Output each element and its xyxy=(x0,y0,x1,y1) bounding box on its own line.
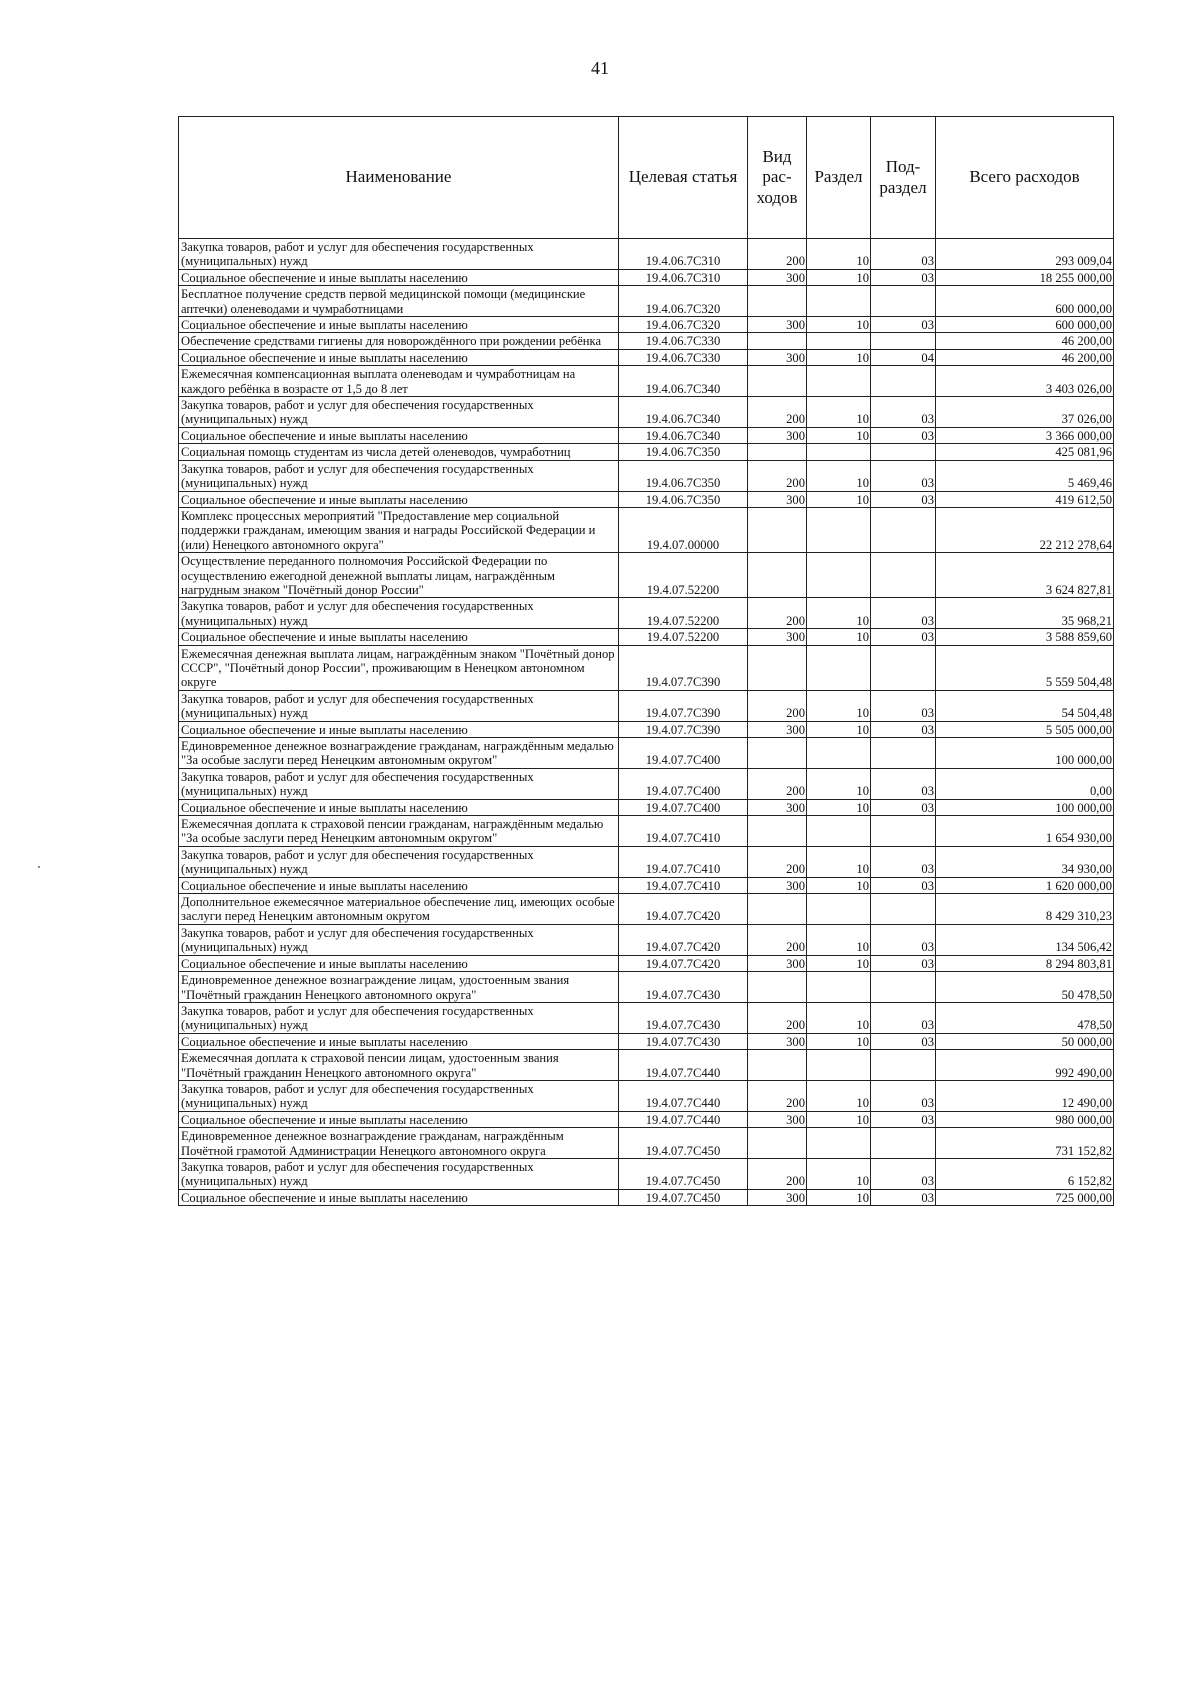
row-name: Закупка товаров, работ и услуг для обеспечения государственных (муниципальных) нужд xyxy=(179,239,619,270)
row-section: 10 xyxy=(807,349,871,365)
row-subsection: 04 xyxy=(871,349,936,365)
row-subsection xyxy=(871,333,936,349)
row-target-article: 19.4.06.7С320 xyxy=(619,317,748,333)
row-total: 600 000,00 xyxy=(936,286,1114,317)
row-target-article: 19.4.07.7С440 xyxy=(619,1050,748,1081)
table-row xyxy=(179,444,1114,460)
row-name: Закупка товаров, работ и услуг для обеспечения государственных (муниципальных) нужд xyxy=(179,1002,619,1033)
row-target-article: 19.4.07.7С400 xyxy=(619,738,748,769)
table-row xyxy=(179,1111,1114,1127)
row-target-article: 19.4.06.7С330 xyxy=(619,349,748,365)
row-expense-type xyxy=(748,738,807,769)
row-subsection xyxy=(871,366,936,397)
row-name: Закупка товаров, работ и услуг для обеспечения государственных (муниципальных) нужд xyxy=(179,924,619,955)
row-name: Социальное обеспечение и иные выплаты населению xyxy=(179,955,619,971)
row-target-article: 19.4.07.52200 xyxy=(619,629,748,645)
row-section: 10 xyxy=(807,1189,871,1205)
row-expense-type: 200 xyxy=(748,460,807,491)
row-total: 992 490,00 xyxy=(936,1050,1114,1081)
row-expense-type: 300 xyxy=(748,317,807,333)
row-name: Закупка товаров, работ и услуг для обеспечения государственных (муниципальных) нужд xyxy=(179,598,619,629)
row-total: 46 200,00 xyxy=(936,349,1114,365)
row-target-article: 19.4.07.7С450 xyxy=(619,1189,748,1205)
row-expense-type: 200 xyxy=(748,768,807,799)
row-expense-type: 200 xyxy=(748,1158,807,1189)
row-section: 10 xyxy=(807,1080,871,1111)
row-expense-type xyxy=(748,816,807,847)
row-subsection: 03 xyxy=(871,877,936,893)
row-section: 10 xyxy=(807,397,871,428)
row-name: Социальное обеспечение и иные выплаты населению xyxy=(179,1111,619,1127)
row-total: 54 504,48 xyxy=(936,690,1114,721)
row-total: 50 478,50 xyxy=(936,972,1114,1003)
header-total: Всего расходов xyxy=(936,117,1114,239)
row-section: 10 xyxy=(807,460,871,491)
row-total: 5 505 000,00 xyxy=(936,721,1114,737)
row-expense-type xyxy=(748,333,807,349)
table-row xyxy=(179,1002,1114,1033)
row-total: 3 403 026,00 xyxy=(936,366,1114,397)
row-subsection: 03 xyxy=(871,629,936,645)
table-row xyxy=(179,333,1114,349)
row-target-article: 19.4.07.7С400 xyxy=(619,768,748,799)
row-total: 293 009,04 xyxy=(936,239,1114,270)
row-subsection: 03 xyxy=(871,269,936,285)
table-row xyxy=(179,877,1114,893)
row-target-article: 19.4.06.7С340 xyxy=(619,366,748,397)
row-total: 134 506,42 xyxy=(936,924,1114,955)
row-target-article: 19.4.07.7С450 xyxy=(619,1128,748,1159)
row-section: 10 xyxy=(807,721,871,737)
row-subsection: 03 xyxy=(871,768,936,799)
row-name: Ежемесячная денежная выплата лицам, награждённым знаком "Почётный донор СССР", "Почётный донор России", проживающим в Ненецком автономном округе xyxy=(179,645,619,690)
row-target-article: 19.4.07.7С420 xyxy=(619,894,748,925)
row-name: Единовременное денежное вознаграждение лицам, удостоенным звания "Почётный гражданин Ненецкого автономного округа" xyxy=(179,972,619,1003)
row-subsection: 03 xyxy=(871,317,936,333)
row-target-article: 19.4.06.7С350 xyxy=(619,491,748,507)
row-target-article: 19.4.07.7С440 xyxy=(619,1080,748,1111)
row-total: 18 255 000,00 xyxy=(936,269,1114,285)
row-name: Закупка товаров, работ и услуг для обеспечения государственных (муниципальных) нужд xyxy=(179,846,619,877)
row-expense-type xyxy=(748,366,807,397)
table-row xyxy=(179,1033,1114,1049)
table-row xyxy=(179,1158,1114,1189)
row-target-article: 19.4.07.7С390 xyxy=(619,645,748,690)
row-name: Единовременное денежное вознаграждение гражданам, награждённым Почётной грамотой Администрации Ненецкого автономного округа xyxy=(179,1128,619,1159)
row-section xyxy=(807,286,871,317)
row-total: 1 620 000,00 xyxy=(936,877,1114,893)
row-name: Социальное обеспечение и иные выплаты населению xyxy=(179,491,619,507)
row-target-article: 19.4.06.7С310 xyxy=(619,239,748,270)
table-row xyxy=(179,924,1114,955)
table-row xyxy=(179,397,1114,428)
row-section xyxy=(807,366,871,397)
row-name: Социальное обеспечение и иные выплаты населению xyxy=(179,1189,619,1205)
row-subsection: 03 xyxy=(871,460,936,491)
row-target-article: 19.4.07.7С420 xyxy=(619,924,748,955)
row-section xyxy=(807,1128,871,1159)
row-target-article: 19.4.07.7С410 xyxy=(619,877,748,893)
row-subsection: 03 xyxy=(871,1158,936,1189)
row-subsection: 03 xyxy=(871,397,936,428)
row-target-article: 19.4.06.7С340 xyxy=(619,427,748,443)
row-expense-type: 300 xyxy=(748,721,807,737)
row-name: Закупка товаров, работ и услуг для обеспечения государственных (муниципальных) нужд xyxy=(179,1158,619,1189)
row-target-article: 19.4.06.7С350 xyxy=(619,460,748,491)
row-section xyxy=(807,507,871,552)
row-total: 419 612,50 xyxy=(936,491,1114,507)
row-target-article: 19.4.07.7С420 xyxy=(619,955,748,971)
row-total: 100 000,00 xyxy=(936,738,1114,769)
row-target-article: 19.4.06.7С320 xyxy=(619,286,748,317)
table-row xyxy=(179,894,1114,925)
table-row xyxy=(179,1080,1114,1111)
row-name: Ежемесячная компенсационная выплата оленеводам и чумработницам на каждого ребёнка в возрасте от 1,5 до 8 лет xyxy=(179,366,619,397)
table-row xyxy=(179,427,1114,443)
row-expense-type: 300 xyxy=(748,955,807,971)
row-expense-type: 200 xyxy=(748,846,807,877)
row-total: 8 429 310,23 xyxy=(936,894,1114,925)
row-target-article: 19.4.07.7С400 xyxy=(619,799,748,815)
row-subsection xyxy=(871,1050,936,1081)
row-section: 10 xyxy=(807,924,871,955)
page-number: 41 xyxy=(591,58,609,78)
row-total: 37 026,00 xyxy=(936,397,1114,428)
row-section xyxy=(807,816,871,847)
row-subsection: 03 xyxy=(871,1189,936,1205)
header-target-article: Целевая статья xyxy=(619,117,748,239)
row-section: 10 xyxy=(807,768,871,799)
table-row xyxy=(179,955,1114,971)
table-row xyxy=(179,816,1114,847)
row-section xyxy=(807,738,871,769)
row-section: 10 xyxy=(807,491,871,507)
row-subsection xyxy=(871,738,936,769)
row-subsection xyxy=(871,444,936,460)
row-name: Закупка товаров, работ и услуг для обеспечения государственных (муниципальных) нужд xyxy=(179,690,619,721)
table-row xyxy=(179,286,1114,317)
row-name: Социальное обеспечение и иные выплаты населению xyxy=(179,269,619,285)
row-target-article: 19.4.06.7С310 xyxy=(619,269,748,285)
table-row xyxy=(179,317,1114,333)
row-expense-type: 200 xyxy=(748,598,807,629)
table-row xyxy=(179,598,1114,629)
row-total: 731 152,82 xyxy=(936,1128,1114,1159)
row-expense-type xyxy=(748,894,807,925)
row-target-article: 19.4.07.7С410 xyxy=(619,816,748,847)
row-section: 10 xyxy=(807,317,871,333)
row-expense-type xyxy=(748,286,807,317)
row-target-article: 19.4.06.7С340 xyxy=(619,397,748,428)
table-row xyxy=(179,629,1114,645)
row-name: Закупка товаров, работ и услуг для обеспечения государственных (муниципальных) нужд xyxy=(179,460,619,491)
table-header-row xyxy=(179,117,1114,239)
row-name: Закупка товаров, работ и услуг для обеспечения государственных (муниципальных) нужд xyxy=(179,1080,619,1111)
row-subsection xyxy=(871,645,936,690)
row-section: 10 xyxy=(807,427,871,443)
row-expense-type: 300 xyxy=(748,349,807,365)
row-section: 10 xyxy=(807,269,871,285)
table-row xyxy=(179,645,1114,690)
row-section: 10 xyxy=(807,239,871,270)
row-expense-type: 300 xyxy=(748,877,807,893)
row-expense-type xyxy=(748,1128,807,1159)
row-name: Социальное обеспечение и иные выплаты населению xyxy=(179,877,619,893)
row-subsection: 03 xyxy=(871,1080,936,1111)
row-expense-type: 300 xyxy=(748,1189,807,1205)
row-subsection: 03 xyxy=(871,1002,936,1033)
row-subsection: 03 xyxy=(871,598,936,629)
row-subsection: 03 xyxy=(871,799,936,815)
row-section: 10 xyxy=(807,955,871,971)
row-section: 10 xyxy=(807,799,871,815)
table-row xyxy=(179,768,1114,799)
table-row xyxy=(179,553,1114,598)
row-name: Социальное обеспечение и иные выплаты населению xyxy=(179,317,619,333)
row-total: 35 968,21 xyxy=(936,598,1114,629)
row-total: 980 000,00 xyxy=(936,1111,1114,1127)
row-subsection: 03 xyxy=(871,690,936,721)
row-expense-type xyxy=(748,444,807,460)
row-target-article: 19.4.07.00000 xyxy=(619,507,748,552)
row-subsection: 03 xyxy=(871,491,936,507)
row-total: 600 000,00 xyxy=(936,317,1114,333)
row-total: 3 366 000,00 xyxy=(936,427,1114,443)
row-subsection: 03 xyxy=(871,721,936,737)
row-name: Социальная помощь студентам из числа детей оленеводов, чумработниц xyxy=(179,444,619,460)
table-row xyxy=(179,460,1114,491)
row-total: 12 490,00 xyxy=(936,1080,1114,1111)
row-name: Закупка товаров, работ и услуг для обеспечения государственных (муниципальных) нужд xyxy=(179,768,619,799)
row-section xyxy=(807,1050,871,1081)
table-row xyxy=(179,366,1114,397)
row-section xyxy=(807,972,871,1003)
row-total: 725 000,00 xyxy=(936,1189,1114,1205)
row-name: Ежемесячная доплата к страховой пенсии гражданам, награждённым медалью "За особые заслуги перед Ненецким автономным округом" xyxy=(179,816,619,847)
row-total: 0,00 xyxy=(936,768,1114,799)
row-section: 10 xyxy=(807,598,871,629)
row-total: 3 624 827,81 xyxy=(936,553,1114,598)
row-total: 6 152,82 xyxy=(936,1158,1114,1189)
row-target-article: 19.4.07.52200 xyxy=(619,598,748,629)
row-section: 10 xyxy=(807,1033,871,1049)
row-expense-type: 300 xyxy=(748,269,807,285)
row-subsection: 03 xyxy=(871,955,936,971)
table-row xyxy=(179,491,1114,507)
row-section xyxy=(807,333,871,349)
header-name: Наименование xyxy=(179,117,619,239)
table-row xyxy=(179,799,1114,815)
row-name: Дополнительное ежемесячное материальное обеспечение лиц, имеющих особые заслуги перед Ненецким автономным округом xyxy=(179,894,619,925)
row-section xyxy=(807,645,871,690)
row-total: 5 559 504,48 xyxy=(936,645,1114,690)
header-section: Раздел xyxy=(807,117,871,239)
row-target-article: 19.4.07.7С390 xyxy=(619,690,748,721)
row-name: Обеспечение средствами гигиены для новорождённого при рождении ребёнка xyxy=(179,333,619,349)
table-row xyxy=(179,972,1114,1003)
row-subsection xyxy=(871,894,936,925)
table-row xyxy=(179,1128,1114,1159)
row-target-article: 19.4.07.7С430 xyxy=(619,972,748,1003)
row-subsection xyxy=(871,286,936,317)
table-row xyxy=(179,507,1114,552)
row-subsection: 03 xyxy=(871,846,936,877)
row-expense-type: 300 xyxy=(748,1111,807,1127)
row-total: 34 930,00 xyxy=(936,846,1114,877)
table-row xyxy=(179,1189,1114,1205)
row-name: Социальное обеспечение и иные выплаты населению xyxy=(179,799,619,815)
table-row xyxy=(179,349,1114,365)
row-expense-type xyxy=(748,507,807,552)
row-subsection: 03 xyxy=(871,924,936,955)
table-row xyxy=(179,721,1114,737)
header-expense-type: Вид рас- ходов xyxy=(748,117,807,239)
row-target-article: 19.4.07.7С430 xyxy=(619,1002,748,1033)
row-expense-type: 200 xyxy=(748,690,807,721)
row-total: 425 081,96 xyxy=(936,444,1114,460)
row-expense-type: 200 xyxy=(748,1080,807,1111)
row-section: 10 xyxy=(807,1158,871,1189)
row-name: Социальное обеспечение и иные выплаты населению xyxy=(179,349,619,365)
table-row xyxy=(179,1050,1114,1081)
row-name: Социальное обеспечение и иные выплаты населению xyxy=(179,1033,619,1049)
row-expense-type xyxy=(748,553,807,598)
row-section: 10 xyxy=(807,629,871,645)
row-name: Бесплатное получение средств первой медицинской помощи (медицинские аптечки) оленеводами и чумработницами xyxy=(179,286,619,317)
table-row xyxy=(179,846,1114,877)
row-subsection xyxy=(871,972,936,1003)
row-subsection: 03 xyxy=(871,1111,936,1127)
row-name: Ежемесячная доплата к страховой пенсии лицам, удостоенным звания "Почётный гражданин Ненецкого автономного округа" xyxy=(179,1050,619,1081)
row-target-article: 19.4.06.7С330 xyxy=(619,333,748,349)
row-target-article: 19.4.07.7С430 xyxy=(619,1033,748,1049)
row-target-article: 19.4.07.52200 xyxy=(619,553,748,598)
row-name: Социальное обеспечение и иные выплаты населению xyxy=(179,721,619,737)
row-section: 10 xyxy=(807,1111,871,1127)
row-target-article: 19.4.07.7С440 xyxy=(619,1111,748,1127)
row-section: 10 xyxy=(807,690,871,721)
row-name: Комплекс процессных мероприятий "Предоставление мер социальной поддержки гражданам, имеющим звания и награды Российской Федерации и (или) Ненецкого автономного округа" xyxy=(179,507,619,552)
row-name: Социальное обеспечение и иные выплаты населению xyxy=(179,427,619,443)
row-section: 10 xyxy=(807,1002,871,1033)
row-subsection: 03 xyxy=(871,239,936,270)
row-expense-type: 300 xyxy=(748,491,807,507)
row-target-article: 19.4.07.7С390 xyxy=(619,721,748,737)
row-name: Единовременное денежное вознаграждение гражданам, награждённым медалью "За особые заслуги перед Ненецким автономным округом" xyxy=(179,738,619,769)
row-subsection xyxy=(871,553,936,598)
row-total: 478,50 xyxy=(936,1002,1114,1033)
budget-table xyxy=(178,116,1114,1206)
row-expense-type: 200 xyxy=(748,924,807,955)
row-section xyxy=(807,894,871,925)
row-total: 5 469,46 xyxy=(936,460,1114,491)
row-total: 50 000,00 xyxy=(936,1033,1114,1049)
row-subsection xyxy=(871,1128,936,1159)
row-expense-type xyxy=(748,972,807,1003)
row-expense-type: 300 xyxy=(748,629,807,645)
row-name: Осуществление переданного полномочия Российской Федерации по осуществлению ежегодной денежной выплаты лицам, награждённым нагрудным знаком "Почётный донор России" xyxy=(179,553,619,598)
row-section: 10 xyxy=(807,877,871,893)
row-total: 100 000,00 xyxy=(936,799,1114,815)
row-expense-type: 300 xyxy=(748,427,807,443)
table-row xyxy=(179,690,1114,721)
row-expense-type xyxy=(748,1050,807,1081)
row-name: Социальное обеспечение и иные выплаты населению xyxy=(179,629,619,645)
row-total: 1 654 930,00 xyxy=(936,816,1114,847)
row-section xyxy=(807,444,871,460)
row-expense-type: 300 xyxy=(748,1033,807,1049)
row-target-article: 19.4.06.7С350 xyxy=(619,444,748,460)
row-section: 10 xyxy=(807,846,871,877)
row-section xyxy=(807,553,871,598)
table-row xyxy=(179,738,1114,769)
row-subsection xyxy=(871,507,936,552)
header-subsection: Под- раздел xyxy=(871,117,936,239)
row-total: 3 588 859,60 xyxy=(936,629,1114,645)
row-subsection xyxy=(871,816,936,847)
scan-speck xyxy=(38,866,40,868)
row-name: Закупка товаров, работ и услуг для обеспечения государственных (муниципальных) нужд xyxy=(179,397,619,428)
table-body xyxy=(179,239,1114,1206)
table-row xyxy=(179,239,1114,270)
row-expense-type: 200 xyxy=(748,1002,807,1033)
row-subsection: 03 xyxy=(871,427,936,443)
row-target-article: 19.4.07.7С410 xyxy=(619,846,748,877)
row-expense-type: 200 xyxy=(748,239,807,270)
row-expense-type: 200 xyxy=(748,397,807,428)
row-expense-type: 300 xyxy=(748,799,807,815)
row-target-article: 19.4.07.7С450 xyxy=(619,1158,748,1189)
row-total: 46 200,00 xyxy=(936,333,1114,349)
row-expense-type xyxy=(748,645,807,690)
row-subsection: 03 xyxy=(871,1033,936,1049)
row-total: 22 212 278,64 xyxy=(936,507,1114,552)
table-row xyxy=(179,269,1114,285)
row-total: 8 294 803,81 xyxy=(936,955,1114,971)
